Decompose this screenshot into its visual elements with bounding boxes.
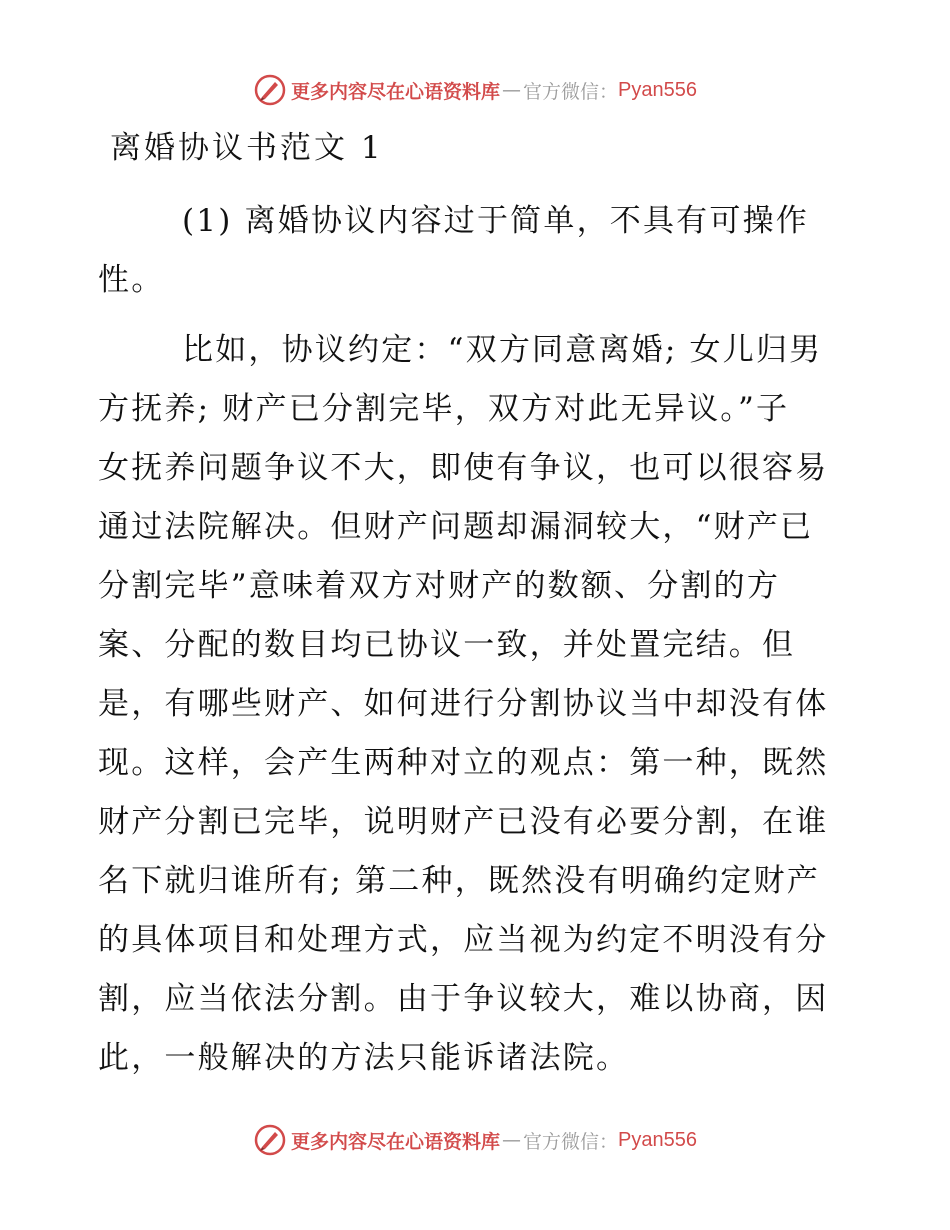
text-line: (1) 离婚协议内容过于简单，不具有可操作 [182, 203, 809, 239]
text-line: 分割完毕”意味着双方对财产的数额、分割的方 [98, 568, 781, 604]
pen-logo-icon [253, 1123, 287, 1157]
banner-separator: — [502, 1129, 522, 1151]
text-line: 的具体项目和处理方式，应当视为约定不明没有分 [98, 922, 829, 958]
banner-wechat-id: Pyan556 [618, 78, 697, 101]
banner-wechat-id: Pyan556 [618, 1128, 697, 1151]
text-line: 性。 [98, 262, 165, 298]
banner-separator: — [502, 79, 522, 101]
text-line: 案、分配的数目均已协议一致，并处置完结。但 [98, 627, 796, 663]
text-line: 名下就归谁所有; 第二种，既然没有明确约定财产 [98, 863, 820, 899]
banner-slogan: 更多内容尽在心语资料库 [291, 80, 501, 103]
text-line: 比如，协议约定：“双方同意离婚; 女儿归男 [182, 332, 823, 368]
footer-banner [0, 1120, 950, 1160]
text-line: 女抚养问题争议不大，即使有争议，也可以很容易 [98, 450, 829, 486]
paragraph-1 [98, 192, 858, 310]
text-line: 割，应当依法分割。由于争议较大，难以协商，因 [98, 981, 829, 1017]
text-line: 财产分割已完毕，说明财产已没有必要分割，在谁 [98, 804, 829, 840]
text-line: 是，有哪些财产、如何进行分割协议当中却没有体 [98, 686, 829, 722]
paragraph-2 [98, 321, 858, 1088]
text-line: 通过法院解决。但财产问题却漏洞较大，“财产已 [98, 509, 814, 545]
header-banner [0, 70, 950, 110]
banner-wechat-label: 官方微信： [523, 80, 619, 103]
text-line: 此，一般解决的方法只能诉诸法院。 [98, 1040, 630, 1076]
banner-wechat-label: 官方微信： [523, 1130, 619, 1153]
text-line: 现。这样，会产生两种对立的观点：第一种，既然 [98, 745, 829, 781]
text-line: 方抚养; 财产已分割完毕，双方对此无异议。”子 [98, 391, 790, 427]
pen-logo-icon [253, 73, 287, 107]
banner-slogan: 更多内容尽在心语资料库 [291, 1130, 501, 1153]
document-title: 离婚协议书范文 1 [110, 130, 384, 166]
